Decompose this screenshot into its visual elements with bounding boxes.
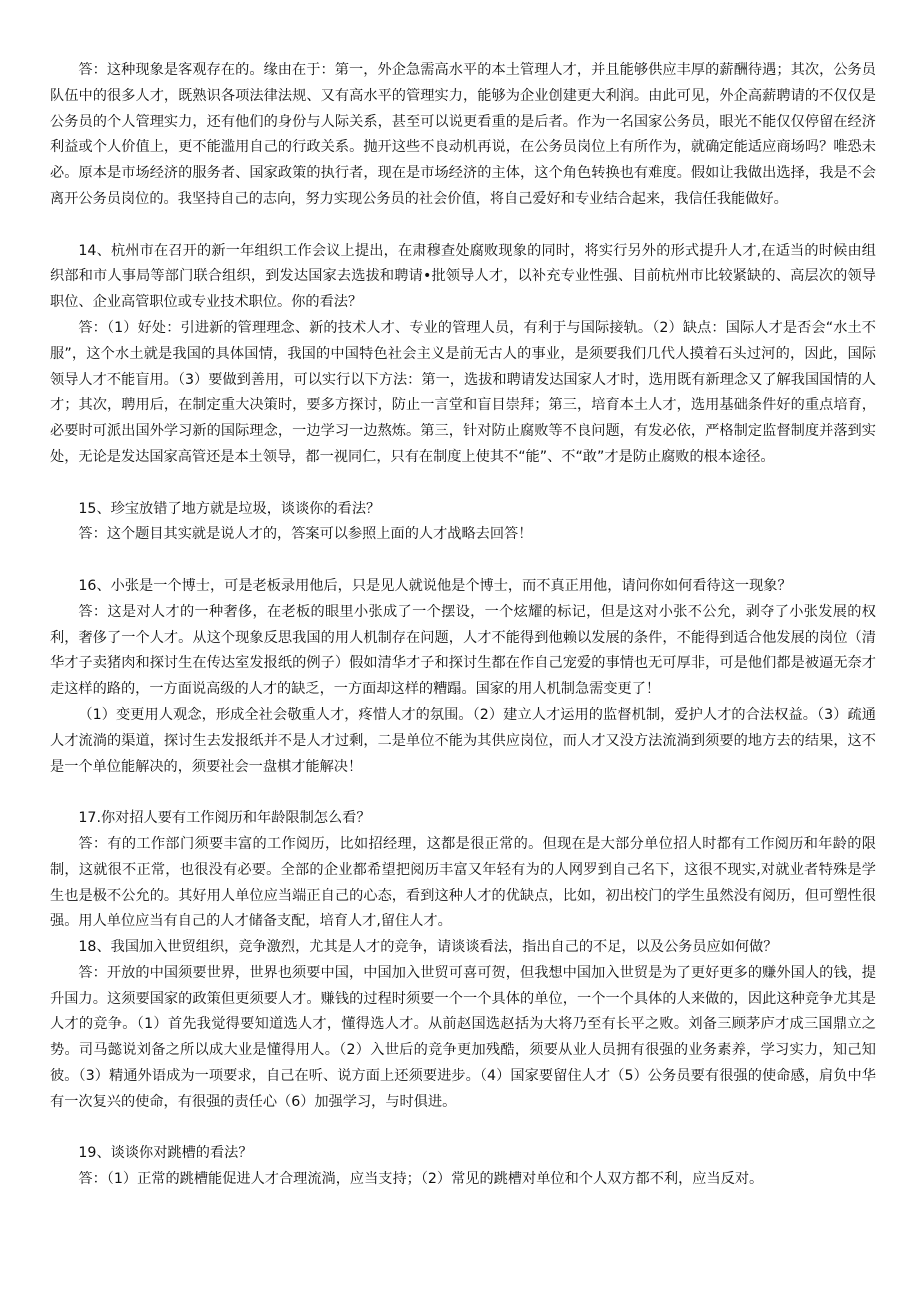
spacer (50, 213, 876, 239)
spacer (50, 1116, 876, 1142)
answer-16-measures: （1）变更用人观念，形成全社会敬重人才，疼惜人才的氛围。（2）建立人才运用的监督机制，爱护人才的合法权益。（3）疏通人才流淌的渠道，探讨生去发报纸并不是人才过剩，二是单位不能为其供应岗位，而人才又没方法流淌到须要的地方去的结果，这不是一个单位能解决的，须要社会一盘棋才能解决！ (50, 706, 876, 775)
answer-13: 答：这种现象是客观存在的。缘由在于：第一，外企急需高水平的本土管理人才，并且能够供应丰厚的薪酬待遇；其次，公务员队伍中的很多人才，既熟识各项法律法规、又有高水平的管理实力，能够为企业创建更大利润。由此可见，外企高薪聘请的不仅仅是公务员的个人管理实力，还有他们的身份与人际关系，甚至可以说更看重的是后者。作为一名国家公务员，眼光不能仅仅停留在经济利益或个人价值上，更不能滥用自己的行政关系。抛开这些不良动机再说，在公务员岗位上有所作为，就确定能适应商场吗？唯恐未必。原本是市场经济的服务者、国家政策的执行者，现在是市场经济的主体，这个角色转换也有难度。假如让我做出选择，我是不会离开公务员岗位的。我坚持自己的志向，努力实现公务员的社会价值，将自己爱好和专业结合起来，我信任我能做好。 (50, 62, 876, 207)
answer-15: 答：这个题目其实就是说人才的，答案可以参照上面的人才战略去回答！ (78, 526, 533, 543)
question-17: 17.你对招人要有工作阅历和年龄限制怎么看？ (78, 810, 371, 827)
spacer (50, 548, 876, 574)
question-15: 15、珍宝放错了地方就是垃圾，谈谈你的看法？ (78, 500, 381, 517)
spacer (50, 471, 876, 497)
question-14: 14、杭州市在召开的新一年组织工作会议上提出，在肃穆查处腐败现象的同时，将实行另外的形式提升人才,在适当的时候由组织部和市人事局等部门联合组织，到发达国家去选拔和聘请•批领导人才，以补充专业性强、目前杭州市比较紧缺的、高层次的领导职位、企业高管职位或专业技术职位。你的看法？ (50, 242, 876, 311)
answer-17: 答：有的工作部门须要丰富的工作阅历，比如招经理，这都是很正常的。但现在是大部分单位招人时都有工作阅历和年龄的限制，这就很不正常，也很没有必要。全部的企业都希望把阅历丰富又年轻有为的人网罗到自己名下，这很不现实,对就业者特殊是学生也是极不公允的。其好用人单位应当端正自己的心态，看到这种人才的优缺点，比如，初出校门的学生虽然没有阅历，但可塑性很强。用人单位应当有自己的人才储备支配，培育人才,留住人才。 (50, 835, 876, 930)
spacer (50, 780, 876, 806)
answer-18: 答：开放的中国须要世界，世界也须要中国，中国加入世贸可喜可贺，但我想中国加入世贸是为了更好更多的赚外国人的钱，提升国力。这须要国家的政策但更须要人才。赚钱的过程时须要一个一个具体的单位，一个一个具体的人来做的，因此这种竞争尤其是人才的竞争。（1）首先我觉得要知道选人才，懂得选人才。从前赵国选赵括为大将乃至有长平之败。刘备三顾茅庐才成三国鼎立之势。司马懿说刘备之所以成大业是懂得用人。（2）入世后的竞争更加残酷，须要从业人员拥有很强的业务素养，学习实力，知己知彼。（3）精通外语成为一项要求，自己在听、说方面上还须要进步。（4）国家要留住人才（5）公务员要有很强的使命感，肩负中华有一次复兴的使命，有很强的责任心（6）加强学习，与时俱进。 (50, 964, 876, 1110)
answer-14: 答：（1）好处：引进新的管理理念、新的技术人才、专业的管理人员，有利于与国际接轨。（2）缺点：国际人才是否会“水土不服”，这个水土就是我国的具体国情，我国的中国特色社会主义是前无古人的事业，是须要我们几代人摸着石头过河的，因此，国际领导人才不能盲用。（3）要做到善用，可以实行以下方法：第一，选拔和聘请发达国家人才时，选用既有新理念又了解我国国情的人才；其次，聘用后，在制定重大决策时，要多方探讨，防止一言堂和盲目崇拜；第三，培育本土人才，选用基础条件好的重点培育，必要时可派出国外学习新的国际理念，一边学习一边熬炼。第三，针对防止腐败等不良问题，有发必依，严格制定监督制度并落到实处，无论是发达国家高管还是本土领导，都一视同仁，只有在制度上使其不“能”、不“敢”才是防止腐败的根本途径。 (50, 319, 876, 465)
question-19: 19、谈谈你对跳槽的看法？ (78, 1145, 253, 1162)
question-18: 18、我国加入世贸组织，竞争激烈，尤其是人才的竞争，请谈谈看法，指出自己的不足，以及公务员应如何做？ (78, 939, 778, 956)
document-page (50, 58, 876, 1193)
question-16: 16、小张是一个博士，可是老板录用他后，只是见人就说他是个博士，而不真正用他，请问你如何看待这一现象？ (78, 577, 792, 594)
answer-16: 答：这是对人才的一种奢侈，在老板的眼里小张成了一个摆设，一个炫耀的标记，但是这对小张不公允，剥夺了小张发展的权利，奢侈了一个人才。从这个现象反思我国的用人机制存在问题，人才不能得到他赖以发展的条件，不能得到适合他发展的岗位（清华才子卖猪肉和探讨生在传达室发报纸的例子）假如清华才子和探讨生都在作自己宠爱的事情也无可厚非，可是他们都是被逼无奈才走这样的路的，一方面说高级的人才的缺乏，一方面却这样的糟蹋。国家的用人机制急需变更了！ (50, 603, 876, 698)
answer-19: 答：（1）正常的跳槽能促进人才合理流淌，应当支持；（2）常见的跳槽对单位和个人双方都不利，应当反对。 (78, 1171, 764, 1188)
